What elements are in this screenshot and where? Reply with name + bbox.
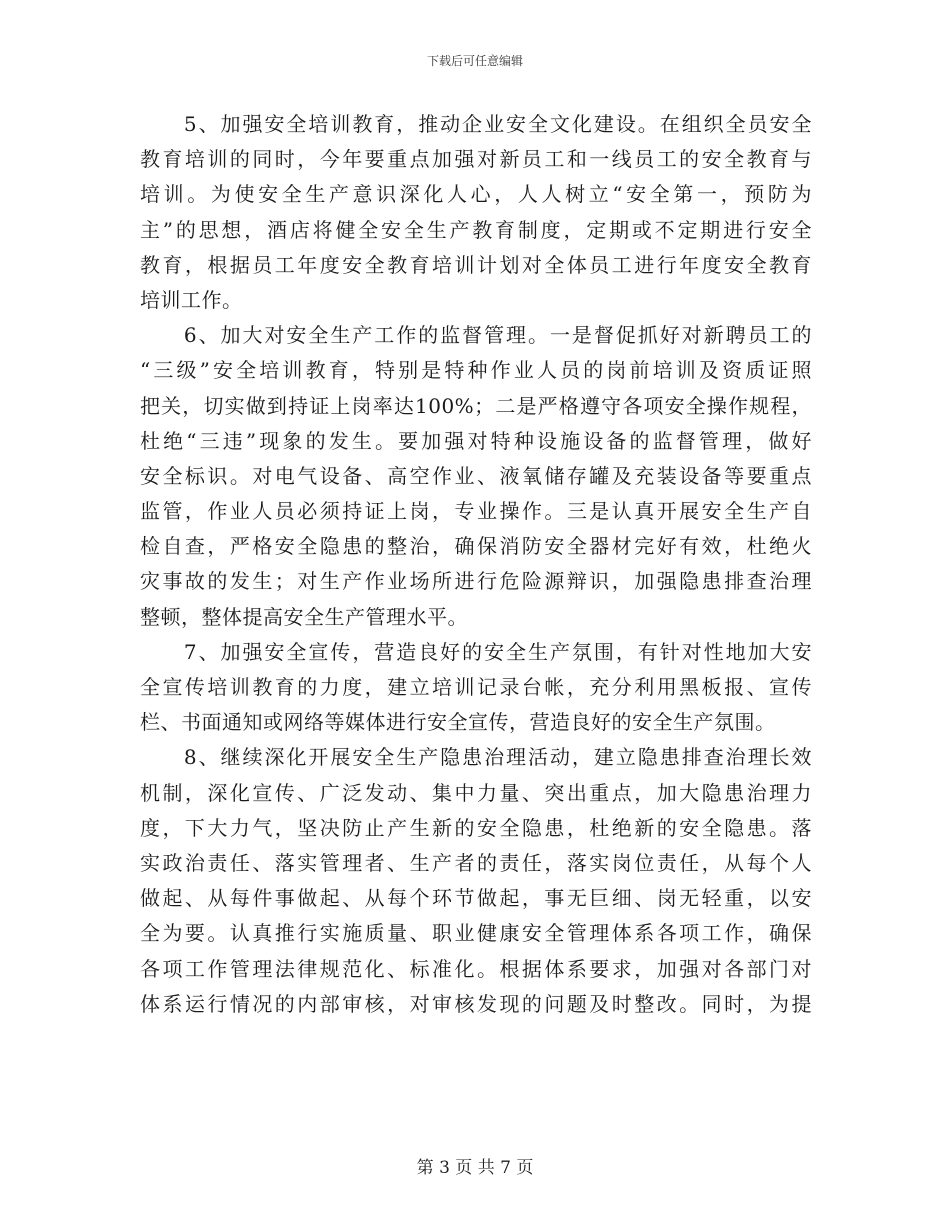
text-line: 灾事故的发生；对生产作业场所进行危险源辩识，加强隐患排查治理 <box>140 569 812 594</box>
text-line: 整顿，整体提高安全生产管理水平。 <box>140 604 468 629</box>
text-line: 5、加强安全培训教育，推动企业安全文化建设。在组织全员安全 <box>140 112 812 136</box>
header-note: 下载后可任意编辑 <box>426 54 523 68</box>
text-line: 培训。为使安全生产意识深化人心，人人树立“安全第一，预防为 <box>140 182 812 207</box>
text-line: 主”的思想，酒店将健全安全生产教育制度，定期或不定期进行安全 <box>140 217 812 242</box>
text-line: 全为要。认真推行实施质量、职业健康安全管理体系各项工作，确保 <box>140 921 812 946</box>
text-line: 监管，作业人员必须持证上岗，专业操作。三是认真开展安全生产自 <box>140 499 812 524</box>
text-line: 6、加大对安全生产工作的监督管理。一是督促抓好对新聘员工的 <box>140 323 812 348</box>
text-line: 把关，切实做到持证上岗率达100%；二是严格遵守各项安全操作规程， <box>140 393 812 418</box>
text-line: 体系运行情况的内部审核，对审核发现的问题及时整改。同时，为提 <box>140 991 812 1016</box>
text-line: 各项工作管理法律规范化、标准化。根据体系要求，加强对各部门对 <box>140 956 812 981</box>
text-line: 8、继续深化开展安全生产隐患治理活动，建立隐患排查治理长效 <box>140 745 812 770</box>
text-line: “三级”安全培训教育，特别是特种作业人员的岗前培训及资质证照 <box>140 358 812 383</box>
text-line: 检自查，严格安全隐患的整治，确保消防安全器材完好有效，杜绝火 <box>140 534 812 559</box>
page-footer: 第 3 页 共 7 页 <box>416 1158 534 1178</box>
text-line: 做起、从每件事做起、从每个环节做起，事无巨细、岗无轻重，以安 <box>140 886 812 911</box>
text-line: 全宣传培训教育的力度，建立培训记录台帐，充分利用黑板报、宣传 <box>140 675 812 699</box>
text-line: 安全标识。对电气设备、高空作业、液氧储存罐及充装设备等要重点 <box>140 463 812 488</box>
text-line: 度，下大力气，坚决防止产生新的安全隐患，杜绝新的安全隐患。落 <box>140 815 812 840</box>
text-line: 杜绝“三违”现象的发生。要加强对特种设施设备的监督管理，做好 <box>140 428 812 453</box>
text-line: 机制，深化宣传、广泛发动、集中力量、突出重点，加大隐患治理力 <box>140 780 812 805</box>
text-line: 教育，根据员工年度安全教育培训计划对全体员工进行年度安全教育 <box>140 252 812 277</box>
text-line: 培训工作。 <box>140 287 243 312</box>
text-line: 7、加强安全宣传，营造良好的安全生产氛围，有针对性地加大安 <box>140 639 812 664</box>
text-line: 实政治责任、落实管理者、生产者的责任，落实岗位责任，从每个人 <box>140 850 812 875</box>
text-line: 栏、书面通知或网络等媒体进行安全宣传，营造良好的安全生产氛围。 <box>140 710 776 735</box>
body-text <box>140 107 812 1022</box>
text-line: 教育培训的同时，今年要重点加强对新员工和一线员工的安全教育与 <box>140 147 812 172</box>
